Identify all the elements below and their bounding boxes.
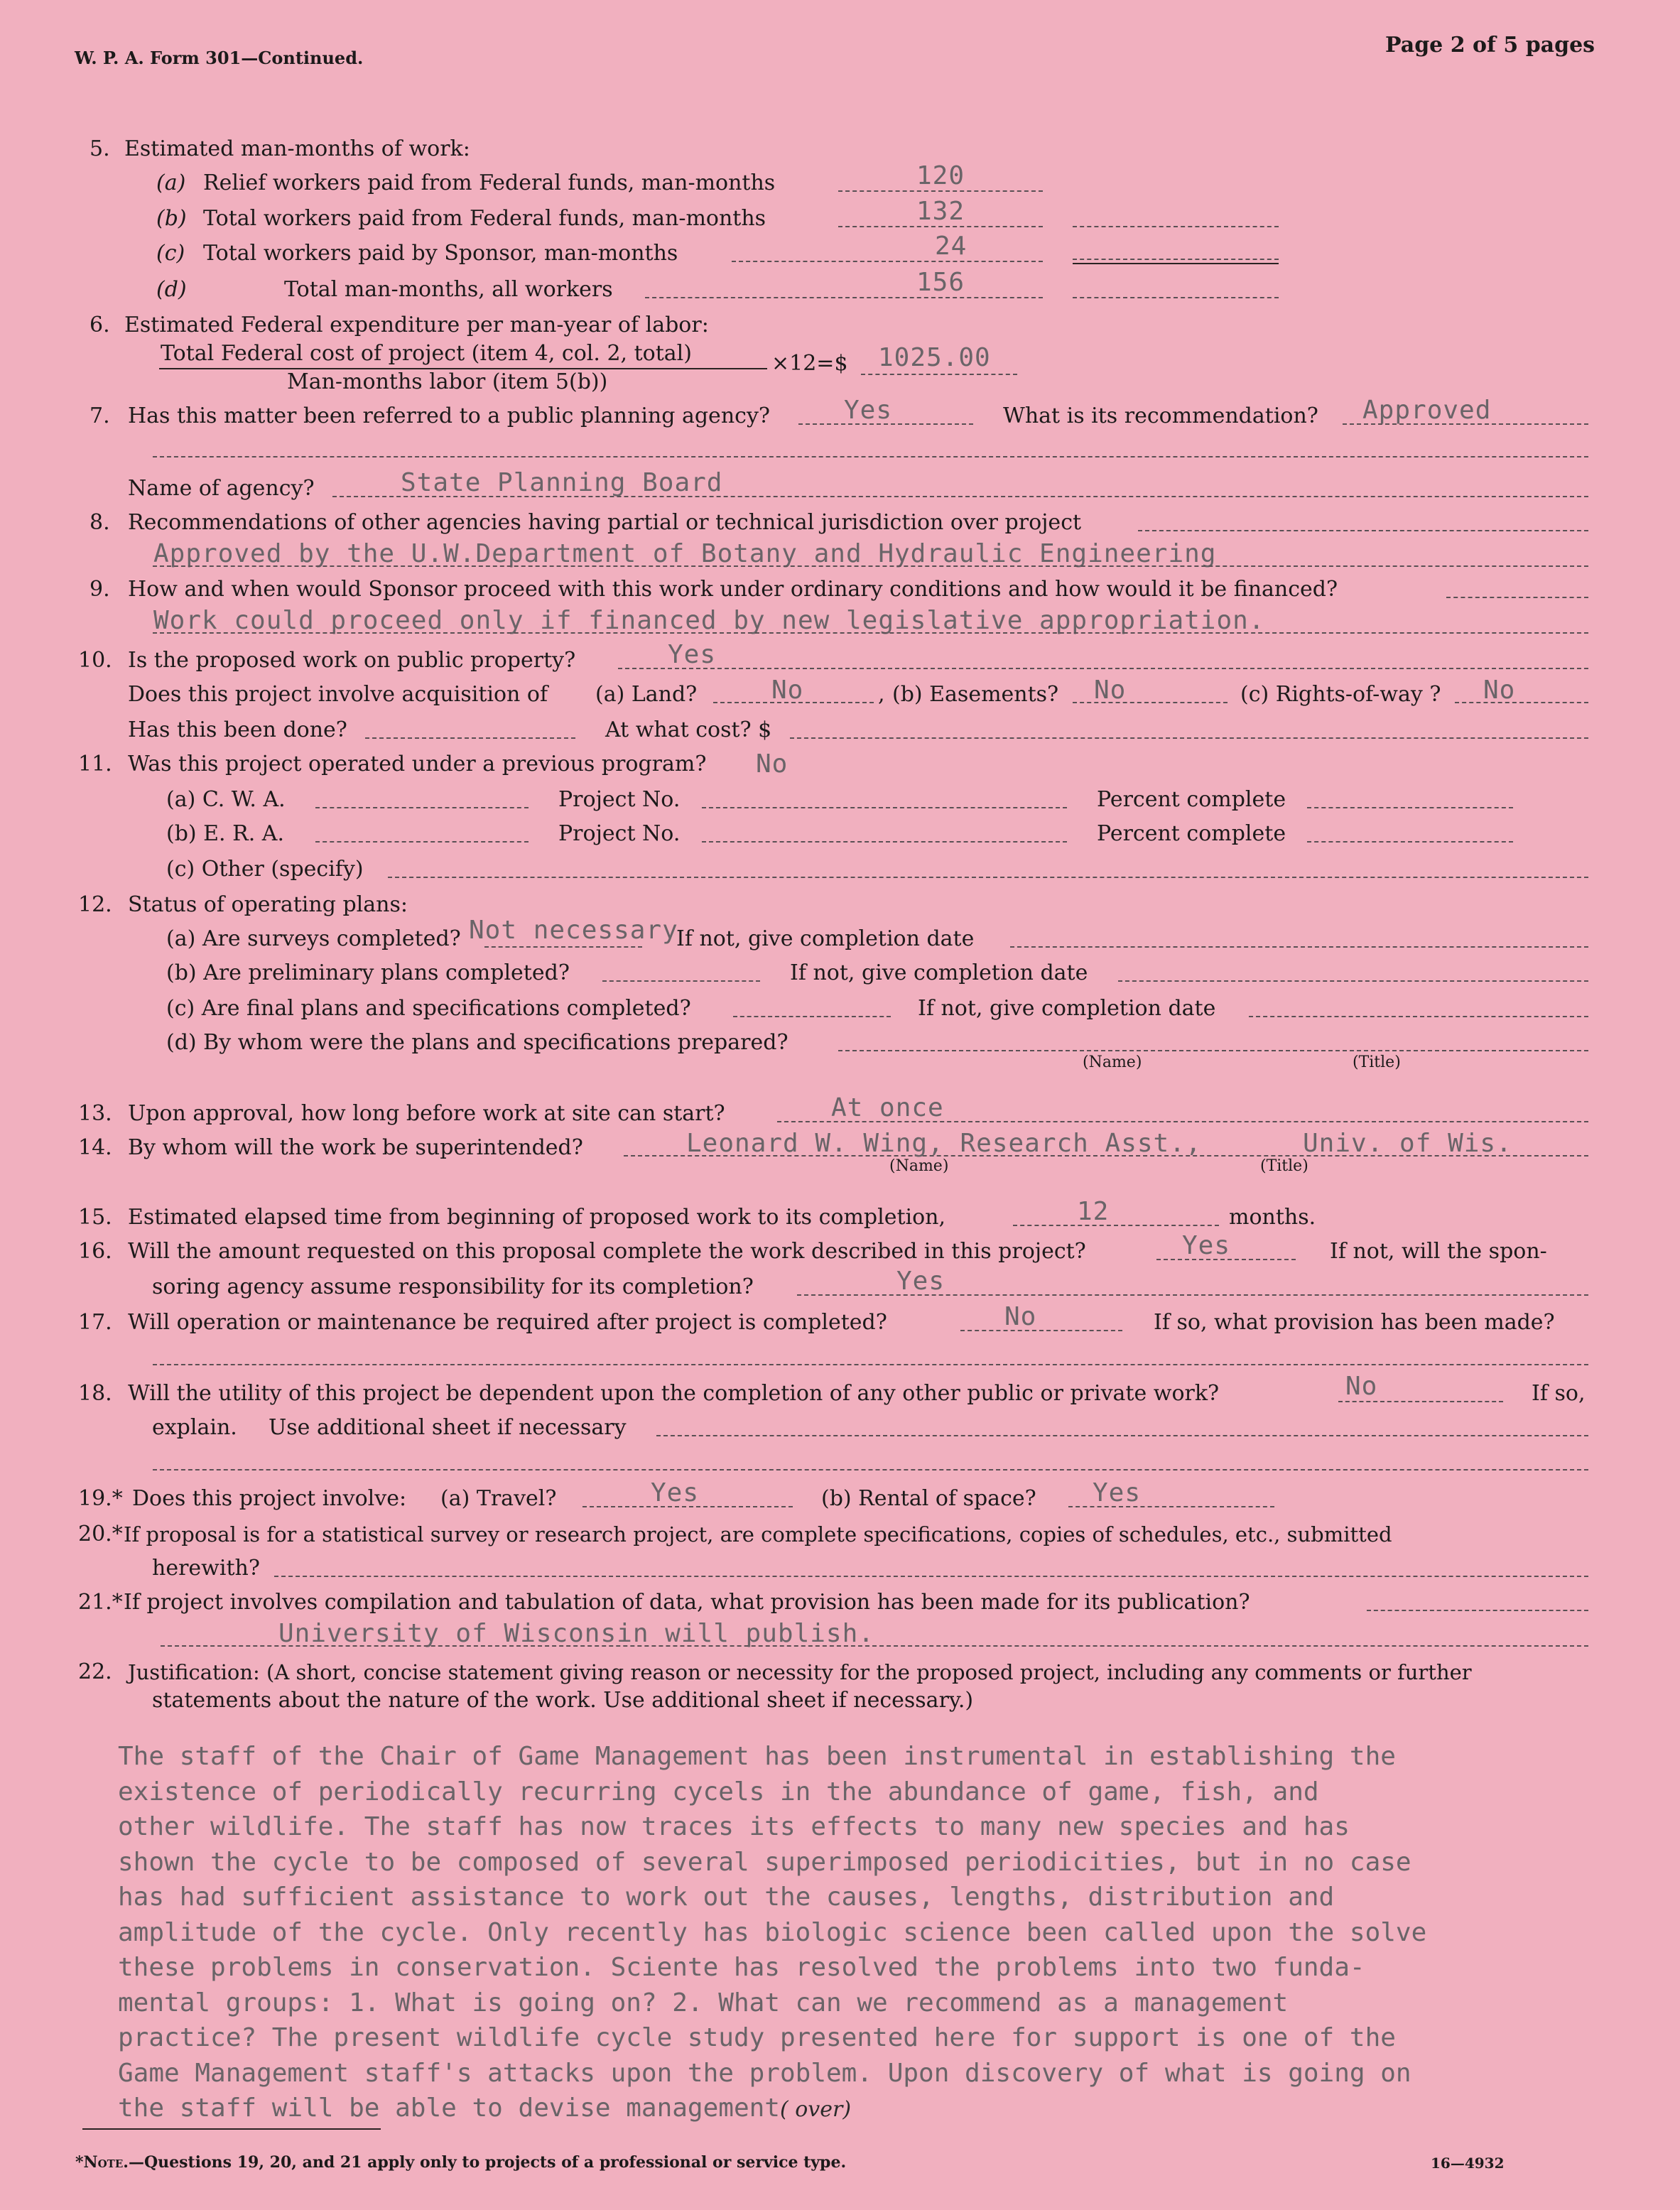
justification-line: existence of periodically recurring cycels in the abundance of game, fish, and	[118, 1777, 1319, 1807]
q17-number: 17.	[78, 1310, 112, 1335]
q9-line	[1446, 597, 1588, 598]
q5c-value[interactable]: 24	[935, 232, 968, 261]
q12d-line	[838, 1050, 1588, 1051]
q11b-proj-line	[702, 841, 1067, 843]
q19-rent-label: (b) Rental of space?	[821, 1486, 1036, 1511]
q10-ease-value[interactable]: No	[1094, 676, 1127, 705]
q5d-line	[645, 297, 1043, 298]
q11c-line	[388, 877, 1588, 878]
q9-value-line	[153, 632, 1588, 634]
q19-travel-label: (a) Travel?	[440, 1486, 557, 1511]
q5b-value[interactable]: 132	[916, 197, 965, 226]
justification-line: shown the cycle to be composed of several superimposed periodicities, but in no case	[118, 1847, 1411, 1877]
q12d-label: (d) By whom were the plans and specifications prepared?	[166, 1030, 788, 1055]
q17-blank-line	[153, 1364, 1588, 1365]
q21-label: If project involves compilation and tabulation of data, what provision has been made for its publication?	[124, 1590, 1250, 1615]
justification-line: has had sufficient assistance to work out the causes, lengths, distribution and	[118, 1883, 1335, 1912]
q12-number: 12.	[78, 892, 112, 917]
q15-label: Estimated elapsed time from beginning of proposed work to its completion,	[128, 1205, 946, 1230]
form-id: W. P. A. Form 301—Continued.	[75, 48, 364, 68]
q6-number: 6.	[90, 313, 110, 337]
q19-travel-value[interactable]: Yes	[651, 1478, 700, 1507]
q22-justification-text[interactable]	[118, 1739, 1426, 2128]
q8-value-line	[153, 565, 1588, 567]
form-code: 16—4932	[1431, 2155, 1505, 2172]
q12c-if-line	[1249, 1016, 1588, 1017]
q21-line	[1367, 1610, 1588, 1611]
q16-number: 16.	[78, 1239, 112, 1264]
q7-blank-line	[153, 456, 1588, 457]
q20-label: If proposal is for a statistical survey or research project, are complete specifications, copies of schedules, etc., submitted	[124, 1522, 1392, 1547]
q5c-blank-line	[1073, 259, 1279, 260]
q18-label: Will the utility of this project be dependent upon the completion of any other public or private work?	[128, 1381, 1220, 1406]
q12b-if-line	[1118, 980, 1588, 982]
q12d-name-caption: (Name)	[1083, 1053, 1142, 1071]
q19-number: 19.*	[78, 1486, 123, 1511]
q21-number: 21.*	[78, 1590, 123, 1615]
q11a-line	[315, 807, 529, 808]
q8-label: Recommendations of other agencies having partial or technical jurisdiction over project	[128, 510, 1082, 535]
q6-line	[861, 374, 1017, 375]
q12a-value[interactable]: Not necessary	[469, 916, 678, 945]
justification-line: the staff will be able to devise management( over)	[118, 2093, 852, 2123]
q21-value[interactable]: University of Wisconsin will publish.	[278, 1619, 874, 1648]
q10-comma: ,	[878, 682, 885, 707]
q18-blank-line	[153, 1469, 1588, 1470]
q10-land-value[interactable]: No	[771, 676, 804, 705]
q15-value[interactable]: 12	[1077, 1197, 1110, 1226]
q20-cont: herewith?	[152, 1556, 260, 1581]
q7-number: 7.	[90, 403, 110, 428]
q11-label: Was this project operated under a previous program?	[128, 752, 707, 776]
q8-number: 8.	[90, 510, 110, 535]
q11b-pct-label: Percent complete	[1097, 821, 1286, 846]
q16-if-not: If not, will the spon-	[1330, 1239, 1547, 1264]
q18-number: 18.	[78, 1381, 112, 1406]
q10-row-value[interactable]: No	[1483, 676, 1516, 705]
q6-numerator: Total Federal cost of project (item 4, col. 2, total)	[161, 341, 692, 366]
justification-line: mental groups: 1. What is going on? 2. What can we recommend as a management	[118, 1988, 1289, 2017]
q16-label: Will the amount requested on this proposal complete the work described in this project?	[128, 1239, 1086, 1264]
footnote-rule	[82, 2128, 381, 2130]
q9-number: 9.	[90, 577, 110, 602]
q11b-pct-line	[1307, 841, 1513, 843]
q11b-line	[315, 841, 529, 843]
q16-value[interactable]: Yes	[1182, 1231, 1231, 1260]
q7-agency-value[interactable]: State Planning Board	[401, 468, 723, 497]
q7-label: Has this matter been referred to a public planning agency?	[128, 403, 770, 428]
q21-value-line	[161, 1645, 1588, 1647]
q5b-blank-line	[1073, 226, 1279, 227]
q16-value2[interactable]: Yes	[896, 1267, 945, 1296]
q17-label: Will operation or maintenance be required after project is completed?	[128, 1310, 887, 1335]
q10-acq-label: Does this project involve acquisition of	[128, 682, 548, 707]
q5-label: Estimated man-months of work:	[124, 136, 470, 161]
q10-line	[618, 668, 1588, 669]
q12c-line	[733, 1016, 891, 1017]
q11a-label: (a) C. W. A.	[166, 787, 286, 812]
q14-title-value[interactable]: Univ. of Wis.	[1303, 1129, 1512, 1158]
q5c-underline	[1073, 263, 1279, 264]
q9-label: How and when would Sponsor proceed with this work under ordinary conditions and how would it be financed?	[128, 577, 1338, 602]
q7-rec-value[interactable]: Approved	[1362, 396, 1492, 425]
q14-number: 14.	[78, 1135, 112, 1160]
q7-rec-label: What is its recommendation?	[1003, 403, 1318, 428]
q11c-label: (c) Other (specify)	[166, 857, 364, 882]
q5d-label: Total man-months, all workers	[284, 277, 613, 302]
q15-line	[1013, 1225, 1219, 1226]
q10-land-label: (a) Land?	[595, 682, 698, 707]
q12a-if: If not, give completion date	[676, 926, 975, 951]
q14-name-caption: (Name)	[889, 1157, 949, 1175]
q11b-label: (b) E. R. A.	[166, 821, 284, 846]
q16-cont: soring agency assume responsibility for its completion?	[152, 1274, 754, 1299]
q12a-if-line	[1010, 946, 1588, 948]
q5a-tag: (a)	[156, 170, 186, 195]
q5c-line	[732, 261, 1043, 262]
q12a-line	[484, 946, 642, 948]
q14-label: By whom will the work be superintended?	[128, 1135, 583, 1160]
q10-ease-label: (b) Easements?	[892, 682, 1059, 707]
q20-line	[274, 1576, 1588, 1577]
q18-extra-line	[656, 1435, 1588, 1436]
q11b-proj-label: Project No.	[558, 821, 681, 846]
q11a-proj-line	[702, 807, 1067, 808]
q18-extra: Use additional sheet if necessary	[269, 1415, 627, 1440]
q14-title-caption: (Title)	[1260, 1157, 1308, 1175]
q15-number: 15.	[78, 1205, 112, 1230]
q18-if-so: If so,	[1532, 1381, 1586, 1406]
q9-value[interactable]: Work could proceed only if financed by new legislative appropriation.	[153, 606, 1265, 635]
q5d-value[interactable]: 156	[916, 268, 965, 297]
q11a-proj-label: Project No.	[558, 787, 681, 812]
q5c-label: Total workers paid by Sponsor, man-months	[203, 241, 678, 266]
q6-value[interactable]: 1025.00	[878, 343, 991, 372]
q18-value[interactable]: No	[1345, 1372, 1378, 1401]
q7-value[interactable]: Yes	[844, 396, 893, 425]
q10-done-line	[365, 737, 575, 739]
q11a-pct-line	[1307, 807, 1513, 808]
q10-row-line	[1455, 702, 1588, 703]
justification-line: other wildlife. The staff has now traces its effects to many new species and has	[118, 1812, 1350, 1841]
q10-label: Is the proposed work on public property?	[128, 648, 576, 673]
q12c-if: If not, give completion date	[918, 996, 1216, 1021]
q17-line	[960, 1330, 1122, 1331]
q19-rent-value[interactable]: Yes	[1093, 1478, 1142, 1507]
q13-value[interactable]: At once	[831, 1093, 944, 1122]
q20-number: 20.*	[78, 1522, 123, 1547]
justification-line: practice? The present wildlife cycle study presented here for support is one of the	[118, 2023, 1396, 2052]
q10-value[interactable]: Yes	[668, 640, 717, 669]
q7-agency-label: Name of agency?	[128, 476, 315, 501]
q12b-if: If not, give completion date	[790, 960, 1088, 985]
q12a-label: (a) Are surveys completed?	[166, 926, 461, 951]
q5b-tag: (b)	[156, 206, 187, 231]
q12c-label: (c) Are final plans and specifications completed?	[166, 996, 691, 1021]
q5a-value[interactable]: 120	[916, 161, 965, 190]
footnote-label: *Note.	[75, 2153, 129, 2172]
q22-number: 22.	[78, 1659, 112, 1684]
q11a-pct-label: Percent complete	[1097, 787, 1286, 812]
q18-cont: explain.	[152, 1415, 237, 1440]
q5b-label: Total workers paid from Federal funds, man-months	[203, 206, 766, 231]
q10-cost-line	[790, 737, 1588, 739]
q10-cost-label: At what cost? $	[605, 717, 772, 742]
q12d-title-caption: (Title)	[1353, 1053, 1401, 1071]
q10-done-label: Has this been done?	[128, 717, 347, 742]
justification-line: amplitude of the cycle. Only recently has biologic science been called upon the solve	[118, 1917, 1427, 1947]
q12b-label: (b) Are preliminary plans completed?	[166, 960, 570, 985]
q5a-label: Relief workers paid from Federal funds, man-months	[203, 170, 776, 195]
justification-line: The staff of the Chair of Game Management has been instrumental in establishing the	[118, 1742, 1396, 1771]
footnote-text: —Questions 19, 20, and 21 apply only to projects of a professional or service type.	[128, 2153, 847, 2172]
q19-label: Does this project involve:	[132, 1486, 407, 1511]
q10-row-label: (c) Rights-of-way ?	[1240, 682, 1441, 707]
q15-unit: months.	[1229, 1205, 1316, 1230]
q22-cont: statements about the nature of the work. Use additional sheet if necessary.)	[152, 1688, 974, 1713]
q17-if-so: If so, what provision has been made?	[1154, 1310, 1555, 1335]
q6-label: Estimated Federal expenditure per man-year of labor:	[124, 313, 709, 337]
q5c-tag: (c)	[156, 241, 185, 266]
q6-denominator: Man-months labor (item 5(b))	[287, 369, 608, 394]
q11-number: 11.	[78, 752, 112, 776]
q12b-line	[602, 980, 760, 982]
q5-number: 5.	[90, 136, 110, 161]
q6-multiplier: ×12=$	[771, 351, 848, 376]
q8-value[interactable]: Approved by the U.W.Department of Botany and Hydraulic Engineering	[153, 539, 1217, 568]
q12-label: Status of operating plans:	[128, 892, 408, 917]
footnote	[75, 2152, 846, 2172]
q17-value[interactable]: No	[1004, 1302, 1037, 1331]
justification-line: these problems in conservation. Sciente has resolved the problems into two funda-	[118, 1953, 1365, 1982]
q13-number: 13.	[78, 1101, 112, 1126]
over-note: ( over)	[779, 2097, 852, 2122]
justification-line: Game Management staff's attacks upon the problem. Upon discovery of what is going on	[118, 2058, 1411, 2088]
q5d-tag: (d)	[156, 277, 187, 302]
page-number: Page 2 of 5 pages	[1385, 33, 1595, 58]
q11-value[interactable]: No	[756, 749, 788, 779]
q13-label: Upon approval, how long before work at site can start?	[128, 1101, 725, 1126]
q5d-blank-line	[1073, 297, 1279, 298]
q14-name-value[interactable]: Leonard W. Wing, Research Asst.,	[686, 1129, 1202, 1158]
q22-label: Justification: (A short, concise statement giving reason or necessity for the proposed project, including any comments or further	[128, 1660, 1472, 1684]
q10-number: 10.	[78, 648, 112, 673]
q8-line	[1138, 530, 1588, 531]
